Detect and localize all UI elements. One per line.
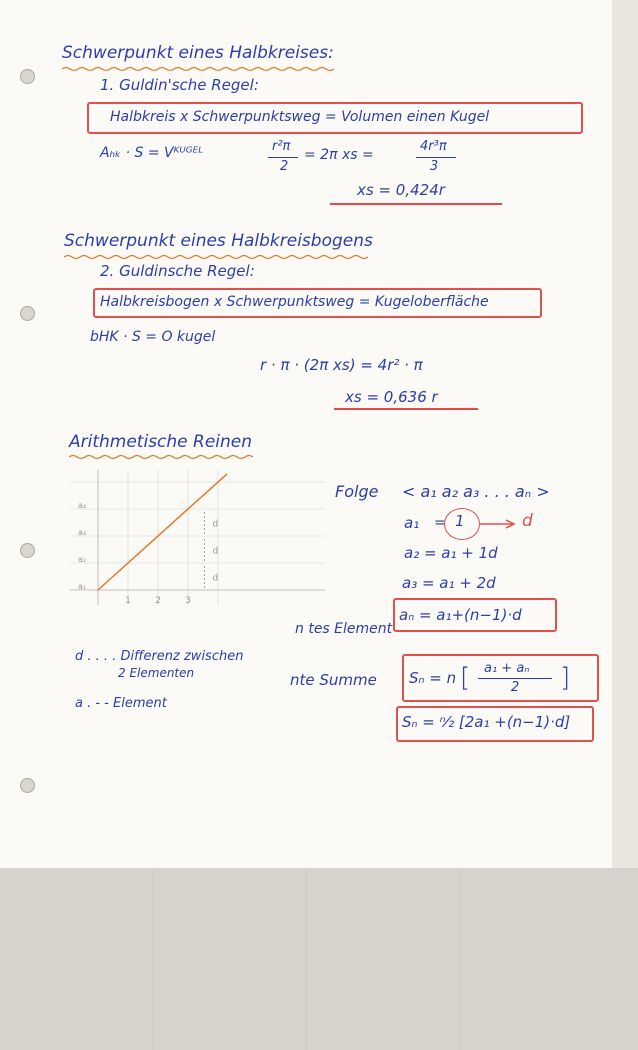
title-underline (69, 454, 253, 460)
y-tick-label: a₁ (77, 582, 87, 591)
nth-formula: aₙ = a₁+(n−1)·d (399, 606, 522, 624)
x-tick-label: 1 (125, 596, 131, 606)
title-underline (64, 254, 368, 260)
frac-numerator: r²π (272, 139, 291, 154)
eq1-left: a₁ (404, 514, 420, 532)
nth-label: n tes Element (295, 621, 393, 637)
sum-formula1-left: Sₙ = n (409, 669, 457, 687)
legend-d-line1: d . . . . Differenz zwischen (75, 649, 244, 664)
section2-formula-middle: r · π · (2π xs) = 4r² · π (260, 356, 423, 374)
punch-hole (20, 306, 35, 321)
frac-numerator: 4r³π (420, 139, 447, 154)
sum-formula1-denominator: 2 (511, 680, 520, 695)
punch-hole (20, 778, 35, 793)
difference-label: d (212, 573, 219, 584)
y-tick-label: a₂ (77, 555, 87, 564)
punch-hole (20, 543, 35, 558)
frac-denominator: 3 (430, 159, 439, 174)
difference-label: d (212, 546, 219, 557)
result-underline (334, 408, 478, 410)
eq1-circled-value: 1 (455, 512, 465, 530)
eq3: a₃ = a₁ + 2d (402, 574, 496, 592)
sum-label: nte Summe (290, 671, 377, 689)
section1-rule: 1. Guldin'sche Regel: (100, 76, 259, 94)
fraction-bar (268, 157, 298, 158)
arithmetic-sequence-chart (70, 465, 330, 615)
frac-denominator: 2 (280, 159, 289, 174)
title-underline (62, 66, 334, 72)
section1-result: xs = 0,424r (357, 181, 445, 199)
section2-rule: 2. Guldinsche Regel: (100, 262, 255, 280)
section1-formula-left: Aₕₖ · S = Vᴷᵁᴳᴱᴸ (100, 145, 204, 161)
folge-label: Folge (335, 482, 379, 501)
sum-formula2: Sₙ = ⁿ⁄₂ [2a₁ +(n−1)·d] (402, 713, 571, 731)
section2-title: Schwerpunkt eines Halbkreisbogens (64, 231, 373, 251)
background-line (153, 868, 154, 1050)
background-line (459, 868, 460, 1050)
y-tick-label: a₄ (77, 501, 87, 510)
fraction-bar (416, 157, 456, 158)
x-tick-label: 3 (185, 596, 191, 606)
formula-middle: = 2π xs = (304, 147, 374, 163)
page-edge (612, 0, 638, 868)
eq1-equals: = (434, 515, 446, 531)
bracket-close: ] (560, 663, 571, 693)
section1-boxed-text: Halbkreis x Schwerpunktsweg = Volumen einen Kugel (110, 109, 490, 125)
series-line (98, 474, 227, 590)
result-underline (330, 203, 502, 205)
fraction-bar (478, 678, 552, 679)
eq1-right: d (522, 511, 533, 531)
legend-a: a . - - Element (75, 696, 167, 711)
arrow-right-icon (480, 518, 516, 530)
x-tick-label: 2 (155, 596, 161, 606)
legend-d-line2: 2 Elementen (118, 666, 195, 680)
section1-title: Schwerpunkt eines Halbkreises: (62, 43, 334, 63)
section3-title: Arithmetische Reinen (69, 432, 253, 452)
background-line (306, 868, 307, 1050)
punch-hole (20, 69, 35, 84)
eq2: a₂ = a₁ + 1d (404, 544, 498, 562)
y-tick-label: a₃ (77, 528, 87, 537)
folge-sequence: < a₁ a₂ a₃ . . . aₙ > (402, 482, 550, 501)
difference-label: d (212, 519, 219, 530)
section2-boxed-text: Halbkreisbogen x Schwerpunktsweg = Kugeloberfläche (100, 294, 489, 310)
sum-formula1-numerator: a₁ + aₙ (484, 661, 530, 676)
section2-result: xs = 0,636 r (345, 388, 438, 406)
bracket-open: [ (460, 663, 471, 693)
section2-formula-left: bHK · S = O kugel (90, 329, 216, 345)
